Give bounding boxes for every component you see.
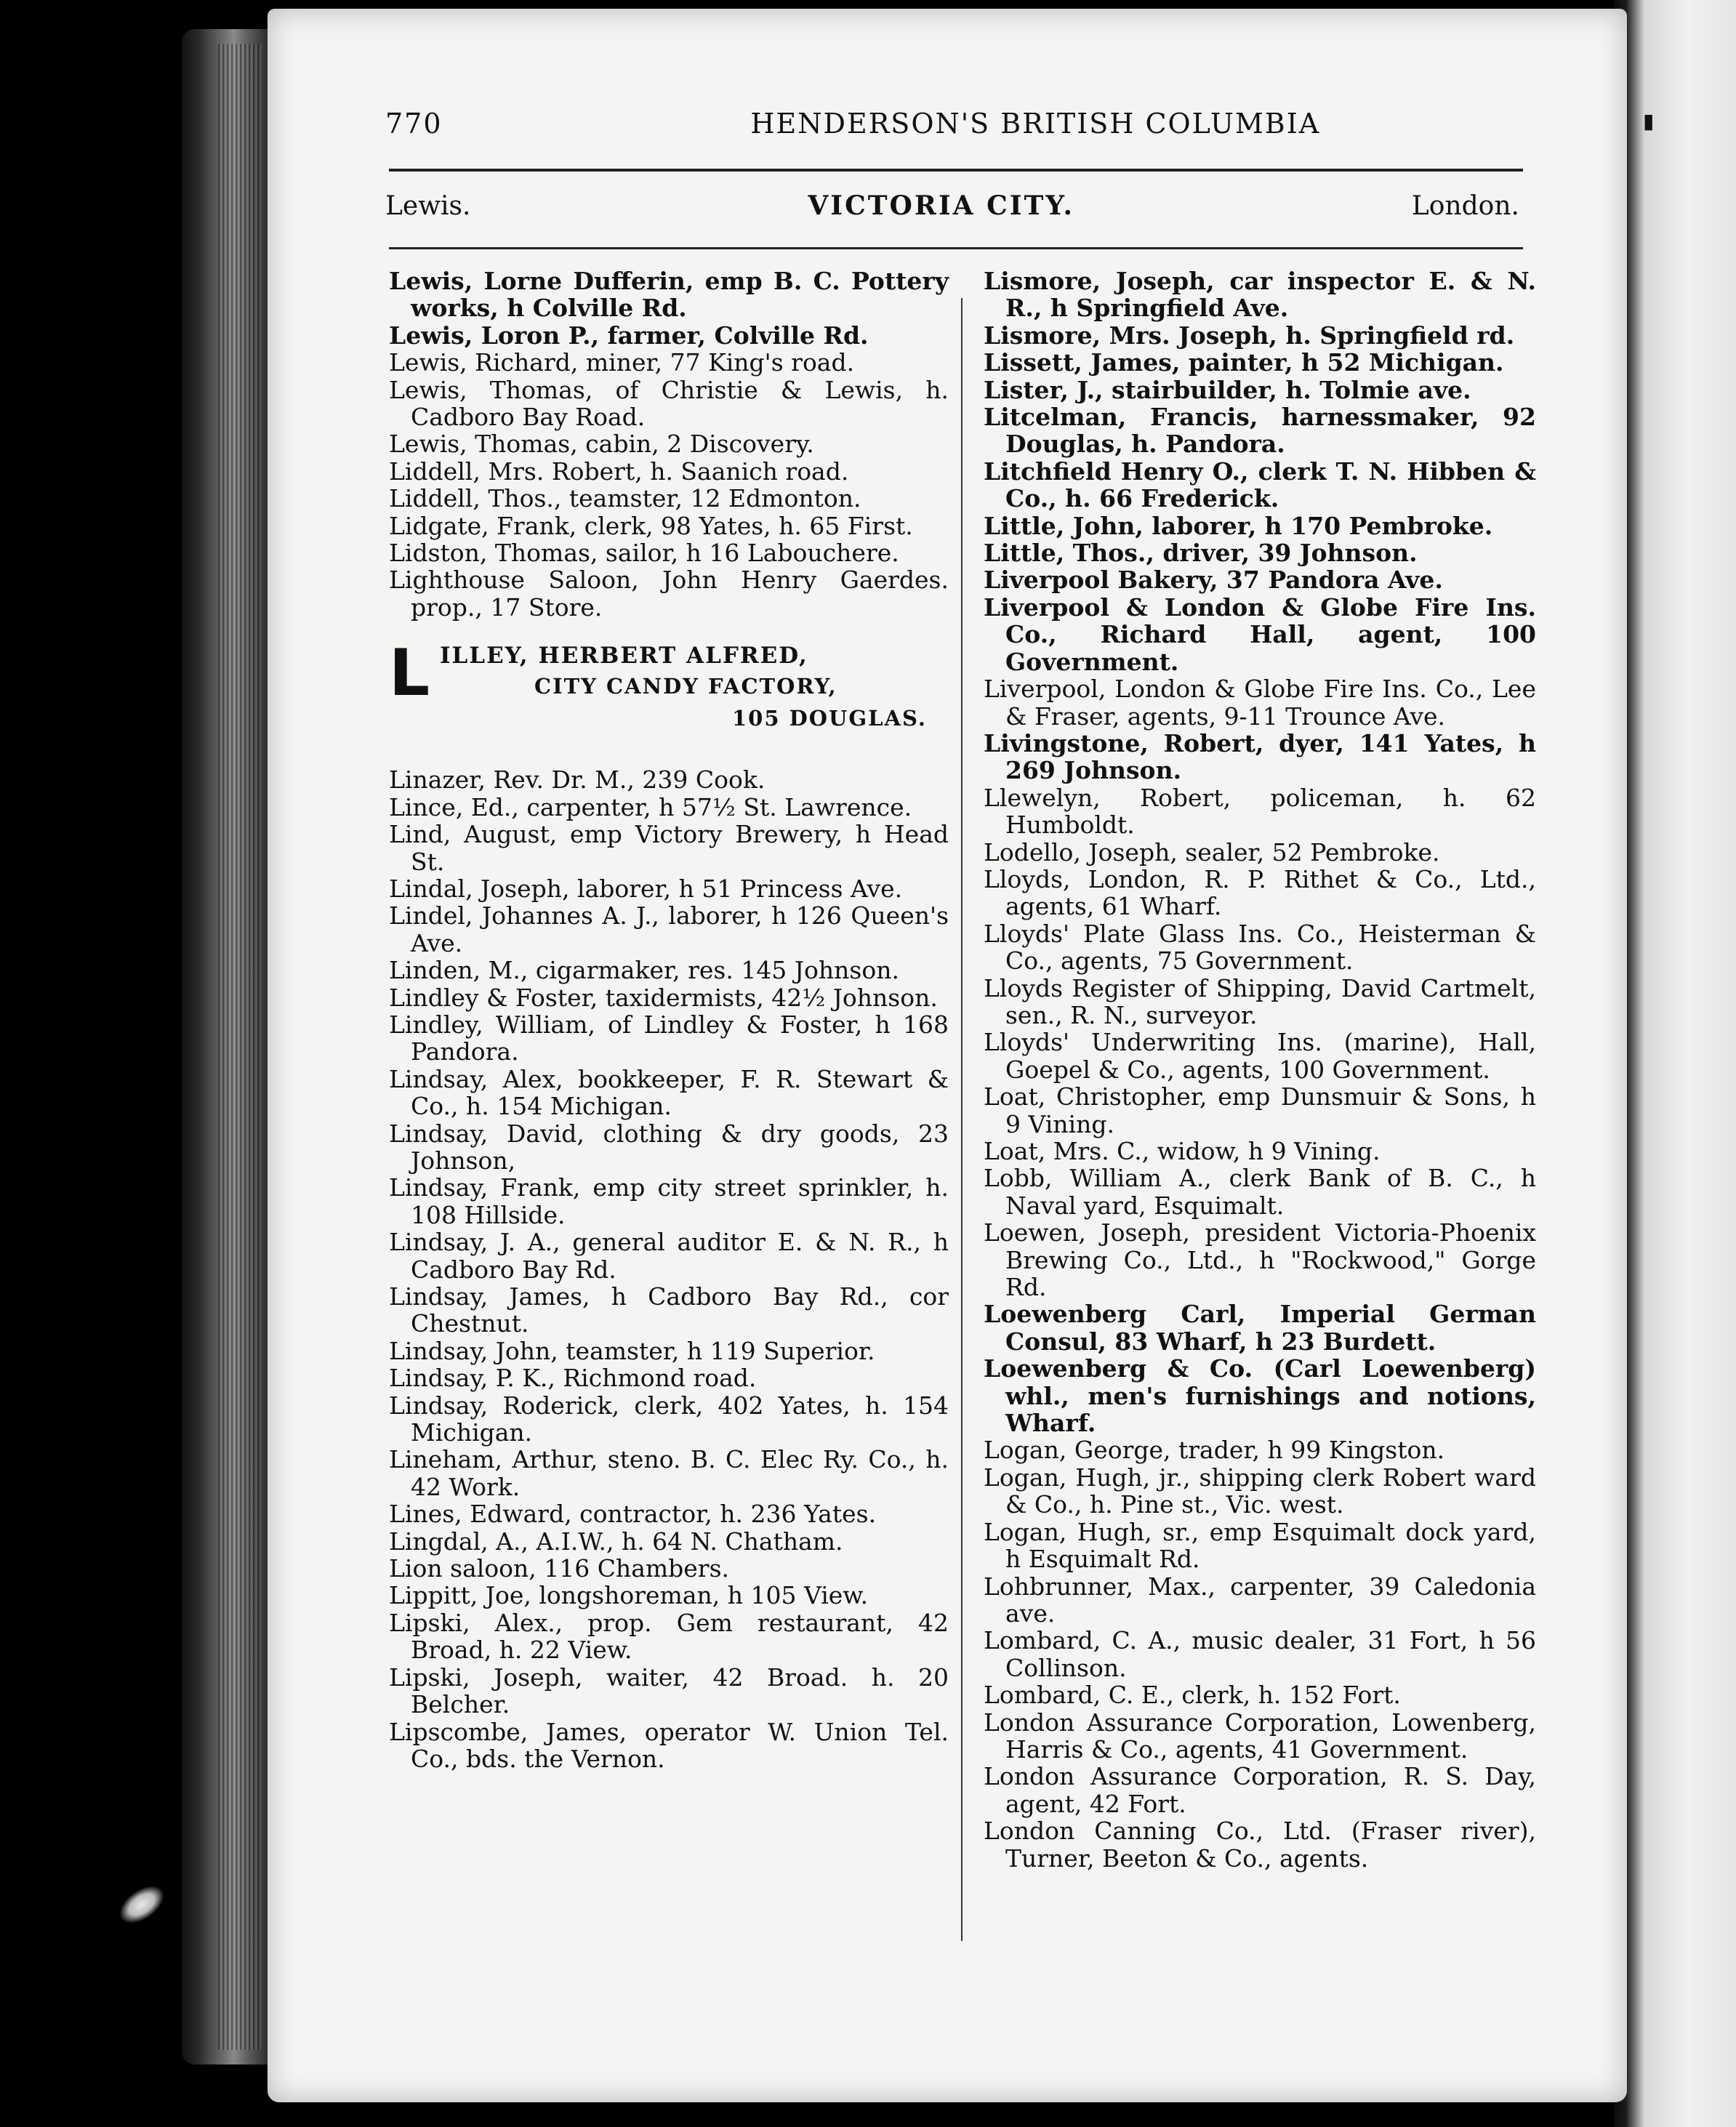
directory-entry: Liddell, Mrs. Robert, h. Saanich road. bbox=[389, 457, 849, 486]
directory-entry: Livingstone, Robert, dyer, 141 Yates, h 269 Johnson. bbox=[984, 728, 1536, 785]
directory-entry: Little, John, laborer, h 170 Pembroke. bbox=[984, 511, 1493, 540]
directory-entry: Lewis, Richard, miner, 77 King's road. bbox=[389, 348, 855, 377]
directory-entry: Lissett, James, painter, h 52 Michigan. bbox=[984, 348, 1504, 377]
directory-entry: Lindal, Joseph, laborer, h 51 Princess Ave. bbox=[389, 874, 903, 903]
directory-entry: Lismore, Mrs. Joseph, h. Springfield rd. bbox=[984, 321, 1515, 350]
directory-entry: Lindsay, Roderick, clerk, 402 Yates, h. 154 Michigan. bbox=[389, 1391, 949, 1447]
section-city: VICTORIA CITY. bbox=[808, 190, 1074, 221]
directory-entry: Lippitt, Joe, longshoreman, h 105 View. bbox=[389, 1581, 869, 1610]
directory-entry: Lister, J., stairbuilder, h. Tolmie ave. bbox=[984, 375, 1471, 404]
page-edges-texture bbox=[218, 44, 262, 2050]
directory-entry: Lloyds' Underwriting Ins. (marine), Hall, Goepel & Co., agents, 100 Government. bbox=[984, 1028, 1536, 1084]
left-column bbox=[389, 268, 949, 1772]
right-column bbox=[984, 268, 1536, 1872]
directory-entry: Lodello, Joseph, sealer, 52 Pembroke. bbox=[984, 837, 1440, 867]
directory-entry: Llewelyn, Robert, policeman, h. 62 Humboldt. bbox=[984, 783, 1536, 840]
directory-entry: Litchfield Henry O., clerk T. N. Hibben & Co., h. 66 Frederick. bbox=[984, 457, 1536, 513]
directory-entry: Loewenberg Carl, Imperial German Consul, 83 Wharf, h 23 Burdett. bbox=[984, 1300, 1536, 1356]
directory-entry: London Assurance Corporation, R. S. Day, agent, 42 Fort. bbox=[984, 1762, 1536, 1818]
directory-entry: Lighthouse Saloon, John Henry Gaerdes. prop., 17 Store. bbox=[389, 566, 949, 622]
directory-entry: Lindley, William, of Lindley & Foster, h 168 Pandora. bbox=[389, 1010, 949, 1066]
first-entry-guide: Lewis. bbox=[385, 191, 471, 221]
directory-entry: Logan, Hugh, jr., shipping clerk Robert ward & Co., h. Pine st., Vic. west. bbox=[984, 1463, 1536, 1519]
edge-mark: ▮ bbox=[1643, 109, 1655, 133]
directory-entry: Loewenberg & Co. (Carl Loewenberg) whl., men's furnishings and notions, Wharf. bbox=[984, 1354, 1536, 1438]
lilley-advertisement bbox=[389, 635, 949, 737]
directory-entry: Lindsay, J. A., general auditor E. & N. R., h Cadboro Bay Rd. bbox=[389, 1228, 949, 1284]
ad-line-address: 105 DOUGLAS. bbox=[732, 706, 927, 731]
smudge-mark bbox=[113, 1878, 171, 1931]
section-head bbox=[385, 190, 1519, 234]
directory-entry: Logan, Hugh, sr., emp Esquimalt dock yard, h Esquimalt Rd. bbox=[984, 1517, 1536, 1574]
directory-entry: Lismore, Joseph, car inspector E. & N. R., h Springfield Ave. bbox=[984, 267, 1536, 323]
directory-entry: Lind, August, emp Victory Brewery, h Head St. bbox=[389, 820, 949, 876]
directory-entry: Lindley & Foster, taxidermists, 42½ Johnson. bbox=[389, 983, 938, 1012]
directory-entry: Liverpool Bakery, 37 Pandora Ave. bbox=[984, 566, 1443, 595]
page-number: 770 bbox=[385, 108, 443, 140]
directory-entry: Lohbrunner, Max., carpenter, 39 Caledonia ave. bbox=[984, 1572, 1536, 1628]
directory-entry: Lindsay, Frank, emp city street sprinkler, h. 108 Hillside. bbox=[389, 1173, 949, 1229]
directory-entry: Lipski, Alex., prop. Gem restaurant, 42 Broad, h. 22 View. bbox=[389, 1608, 949, 1665]
directory-entry: Litcelman, Francis, harnessmaker, 92 Douglas, h. Pandora. bbox=[984, 403, 1536, 459]
directory-entry: Lindsay, Alex, bookkeeper, F. R. Stewart & Co., h. 154 Michigan. bbox=[389, 1064, 949, 1121]
directory-entry: Lloyds' Plate Glass Ins. Co., Heisterman & Co., agents, 75 Government. bbox=[984, 919, 1536, 976]
directory-entry: Lipscombe, James, operator W. Union Tel. Co., bds. the Vernon. bbox=[389, 1717, 949, 1773]
entry-list bbox=[984, 268, 1536, 1872]
directory-entry: Lindsay, John, teamster, h 119 Superior. bbox=[389, 1336, 875, 1365]
directory-entry: Loat, Mrs. C., widow, h 9 Vining. bbox=[984, 1137, 1381, 1165]
directory-entry: Loat, Christopher, emp Dunsmuir & Sons, h 9 Vining. bbox=[984, 1082, 1536, 1138]
ad-line-name: ILLEY, HERBERT ALFRED, bbox=[440, 643, 808, 670]
directory-entry: London Canning Co., Ltd. (Fraser river), Turner, Beeton & Co., agents. bbox=[984, 1817, 1536, 1873]
directory-entry: Liverpool, London & Globe Fire Ins. Co., Lee & Fraser, agents, 9-11 Trounce Ave. bbox=[984, 675, 1536, 731]
directory-entry: Lindsay, David, clothing & dry goods, 23 Johnson, bbox=[389, 1119, 949, 1175]
running-head bbox=[385, 108, 1519, 151]
directory-entry: Lloyds Register of Shipping, David Cartmelt, sen., R. N., surveyor. bbox=[984, 973, 1536, 1029]
directory-entry: Linden, M., cigarmaker, res. 145 Johnson. bbox=[389, 956, 899, 985]
directory-entry: Logan, George, trader, h 99 Kingston. bbox=[984, 1436, 1445, 1465]
directory-entry: London Assurance Corporation, Lowenberg, Harris & Co., agents, 41 Government. bbox=[984, 1708, 1536, 1764]
column-divider bbox=[961, 298, 963, 1941]
ad-initial: L bbox=[389, 635, 432, 711]
directory-entry: Lloyds, London, R. P. Rithet & Co., Ltd., agents, 61 Wharf. bbox=[984, 864, 1536, 921]
directory-entry: Lewis, Thomas, of Christie & Lewis, h. Cadboro Bay Road. bbox=[389, 375, 949, 432]
adjacent-page-edge bbox=[1614, 0, 1736, 2127]
book-title: HENDERSON'S BRITISH COLUMBIA bbox=[750, 108, 1321, 140]
directory-entry: Lion saloon, 116 Chambers. bbox=[389, 1554, 730, 1583]
directory-entry: Lingdal, A., A.I.W., h. 64 N. Chatham. bbox=[389, 1527, 843, 1556]
directory-entry: Lombard, C. E., clerk, h. 152 Fort. bbox=[984, 1681, 1401, 1710]
directory-entry: Lindsay, James, h Cadboro Bay Rd., cor Chestnut. bbox=[389, 1282, 949, 1338]
ad-line-business: CITY CANDY FACTORY, bbox=[534, 674, 837, 699]
directory-entry: Lobb, William A., clerk Bank of B. C., h Naval yard, Esquimalt. bbox=[984, 1164, 1536, 1220]
directory-entry: Lindel, Johannes A. J., laborer, h 126 Queen's Ave. bbox=[389, 901, 949, 957]
directory-entry: Lince, Ed., carpenter, h 57½ St. Lawrence. bbox=[389, 792, 912, 821]
directory-entry: Lewis, Loron P., farmer, Colville Rd. bbox=[389, 321, 869, 350]
directory-entry: Little, Thos., driver, 39 Johnson. bbox=[984, 539, 1418, 568]
directory-entry: Linazer, Rev. Dr. M., 239 Cook. bbox=[389, 765, 765, 795]
directory-entry: Loewen, Joseph, president Victoria-Phoenix Brewing Co., Ltd., h "Rockwood," Gorge Rd. bbox=[984, 1218, 1536, 1302]
directory-entry: Lineham, Arthur, steno. B. C. Elec Ry. Co., h. 42 Work. bbox=[389, 1445, 949, 1501]
directory-entry: Lindsay, P. K., Richmond road. bbox=[389, 1364, 757, 1393]
last-entry-guide: London. bbox=[1411, 191, 1519, 221]
directory-entry: Lidston, Thomas, sailor, h 16 Labouchere. bbox=[389, 539, 899, 568]
section-rule bbox=[389, 247, 1523, 249]
directory-entry: Lewis, Lorne Dufferin, emp B. C. Pottery works, h Colville Rd. bbox=[389, 267, 949, 323]
directory-entry: Liddell, Thos., teamster, 12 Edmonton. bbox=[389, 484, 861, 513]
entry-list bbox=[389, 268, 949, 621]
directory-entry: Lewis, Thomas, cabin, 2 Discovery. bbox=[389, 430, 814, 459]
directory-entry: Lipski, Joseph, waiter, 42 Broad. h. 20 Belcher. bbox=[389, 1662, 949, 1719]
directory-entry: Lines, Edward, contractor, h. 236 Yates. bbox=[389, 1500, 877, 1529]
entry-list bbox=[389, 766, 949, 1772]
directory-entry: Liverpool & London & Globe Fire Ins. Co., Richard Hall, agent, 100 Government. bbox=[984, 592, 1536, 676]
directory-entry: Lombard, C. A., music dealer, 31 Fort, h 56 Collinson. bbox=[984, 1626, 1536, 1682]
directory-entry: Lidgate, Frank, clerk, 98 Yates, h. 65 First. bbox=[389, 511, 913, 540]
header-rule bbox=[389, 169, 1523, 172]
